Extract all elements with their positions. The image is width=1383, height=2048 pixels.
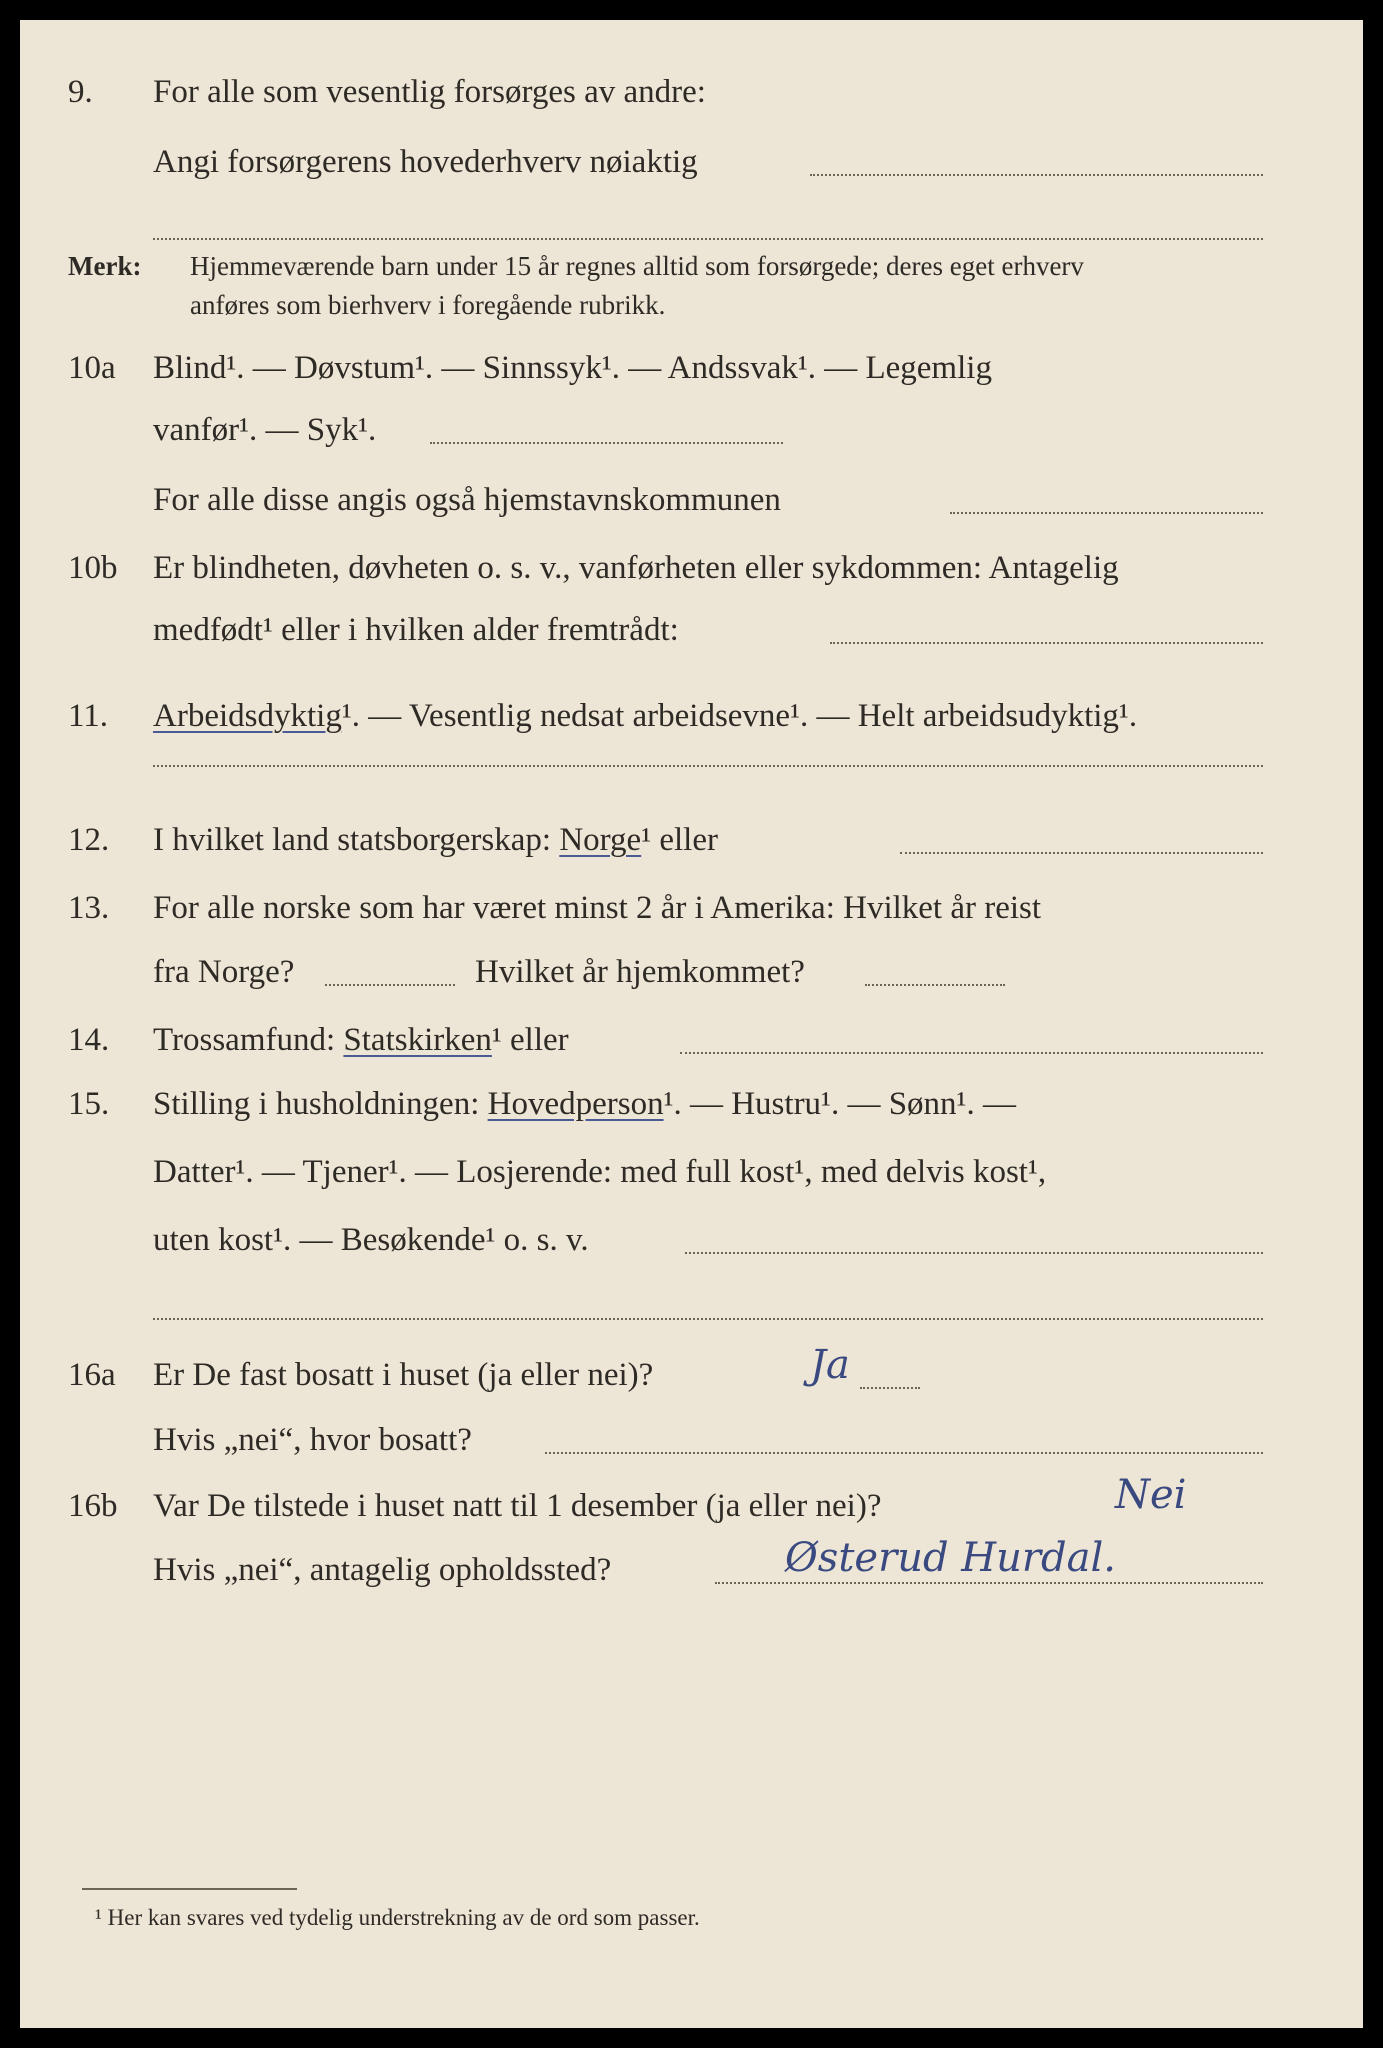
merk-line1: Hjemmeværende barn under 15 år regnes alltid som forsørgede; deres eget erhverv bbox=[190, 251, 1084, 281]
q13-line2b: Hvilket år hjemkommet? bbox=[475, 954, 805, 990]
q16b-line2: Hvis „nei“, antagelig opholdssted? bbox=[153, 1552, 612, 1588]
q13-departure-line bbox=[325, 984, 455, 986]
q10a-line1: Blind¹. — Døvstum¹. — Sinnssyk¹. — Andssvak¹. — Legemlig bbox=[153, 350, 992, 386]
q13-line2a: fra Norge? bbox=[153, 954, 295, 990]
q15-number: 15. bbox=[68, 1086, 110, 1122]
q9-line2: Angi forsørgerens hovederhverv nøiaktig bbox=[153, 144, 698, 180]
q12-underlined: Norge bbox=[559, 822, 642, 858]
footnote-rule bbox=[82, 1888, 297, 1890]
q15-prefix: Stilling i husholdningen: bbox=[153, 1086, 480, 1122]
q16a-answer-line bbox=[860, 1387, 920, 1389]
q14-text bbox=[153, 1020, 569, 1060]
q11-rest: ¹. — Vesentlig nedsat arbeidsevne¹. — Helt arbeidsudyktig¹. bbox=[341, 698, 1138, 734]
q11-answer-line bbox=[153, 765, 1263, 767]
q15-answer-line bbox=[685, 1252, 1263, 1254]
q15-line2: Datter¹. — Tjener¹. — Losjerende: med full kost¹, med delvis kost¹, bbox=[153, 1154, 1047, 1190]
q11-underlined: Arbeidsdyktig bbox=[153, 698, 342, 734]
q13-line1: For alle norske som har været minst 2 år i Amerika: Hvilket år reist bbox=[153, 890, 1042, 926]
separator-line bbox=[153, 238, 1263, 240]
q12-text bbox=[153, 820, 718, 860]
q14-prefix: Trossamfund: bbox=[153, 1022, 336, 1058]
q15-line1-rest: ¹. — Hustru¹. — Sønn¹. — bbox=[663, 1086, 1016, 1122]
q15-line3: uten kost¹. — Besøkende¹ o. s. v. bbox=[153, 1222, 589, 1258]
q10b-answer-line bbox=[830, 642, 1263, 644]
q10b-number: 10b bbox=[68, 550, 118, 586]
census-form-page bbox=[20, 20, 1363, 2028]
q12-prefix: I hvilket land statsborgerskap: bbox=[153, 822, 552, 858]
q16a-handwritten-answer: Ja bbox=[810, 1342, 850, 1388]
q16a-line1: Er De fast bosatt i huset (ja eller nei)? bbox=[153, 1357, 654, 1393]
q14-answer-line bbox=[680, 1052, 1263, 1054]
merk-line2: anføres som bierhverv i foregående rubrikk. bbox=[190, 290, 666, 320]
q10a-line3: For alle disse angis også hjemstavnskommunen bbox=[153, 482, 781, 518]
q16a-residence-line bbox=[545, 1452, 1263, 1454]
q14-underlined: Statskirken bbox=[343, 1022, 492, 1058]
q14-number: 14. bbox=[68, 1022, 110, 1058]
q11-text bbox=[153, 696, 1137, 736]
merk-label: Merk: bbox=[68, 251, 142, 281]
q9-answer-line bbox=[810, 174, 1263, 176]
q15-text bbox=[153, 1084, 1016, 1124]
q13-number: 13. bbox=[68, 890, 110, 926]
q16b-location-line bbox=[715, 1582, 1263, 1584]
q10a-answer-line bbox=[430, 442, 783, 444]
q12-answer-line bbox=[900, 852, 1263, 854]
q13-return-line bbox=[865, 984, 1005, 986]
q10b-line1: Er blindheten, døvheten o. s. v., vanførheten eller sykdommen: Antagelig bbox=[153, 550, 1119, 586]
q16b-handwritten-answer: Nei bbox=[1115, 1472, 1187, 1518]
q16a-number: 16a bbox=[68, 1357, 116, 1393]
q10a-line2: vanfør¹. — Syk¹. bbox=[153, 412, 377, 448]
q16b-handwritten-location: Østerud Hurdal. bbox=[785, 1535, 1116, 1581]
footnote: ¹ Her kan svares ved tydelig understrekning av de ord som passer. bbox=[95, 1905, 700, 1930]
q10b-line2: medfødt¹ eller i hvilken alder fremtrådt: bbox=[153, 612, 679, 648]
q16b-number: 16b bbox=[68, 1488, 118, 1524]
q12-suffix: ¹ eller bbox=[641, 822, 718, 858]
q14-suffix: ¹ eller bbox=[491, 1022, 569, 1058]
q16a-line2: Hvis „nei“, hvor bosatt? bbox=[153, 1422, 472, 1458]
q15-answer-line2 bbox=[153, 1318, 1263, 1320]
q15-underlined: Hovedperson bbox=[487, 1086, 664, 1122]
q10a-number: 10a bbox=[68, 350, 116, 386]
q16b-line1: Var De tilstede i huset natt til 1 desember (ja eller nei)? bbox=[153, 1488, 882, 1524]
q9-number: 9. bbox=[68, 74, 93, 110]
q12-number: 12. bbox=[68, 822, 110, 858]
q11-number: 11. bbox=[68, 698, 109, 734]
q9-line1: For alle som vesentlig forsørges av andre: bbox=[153, 74, 706, 110]
q10a-hometown-line bbox=[950, 512, 1263, 514]
